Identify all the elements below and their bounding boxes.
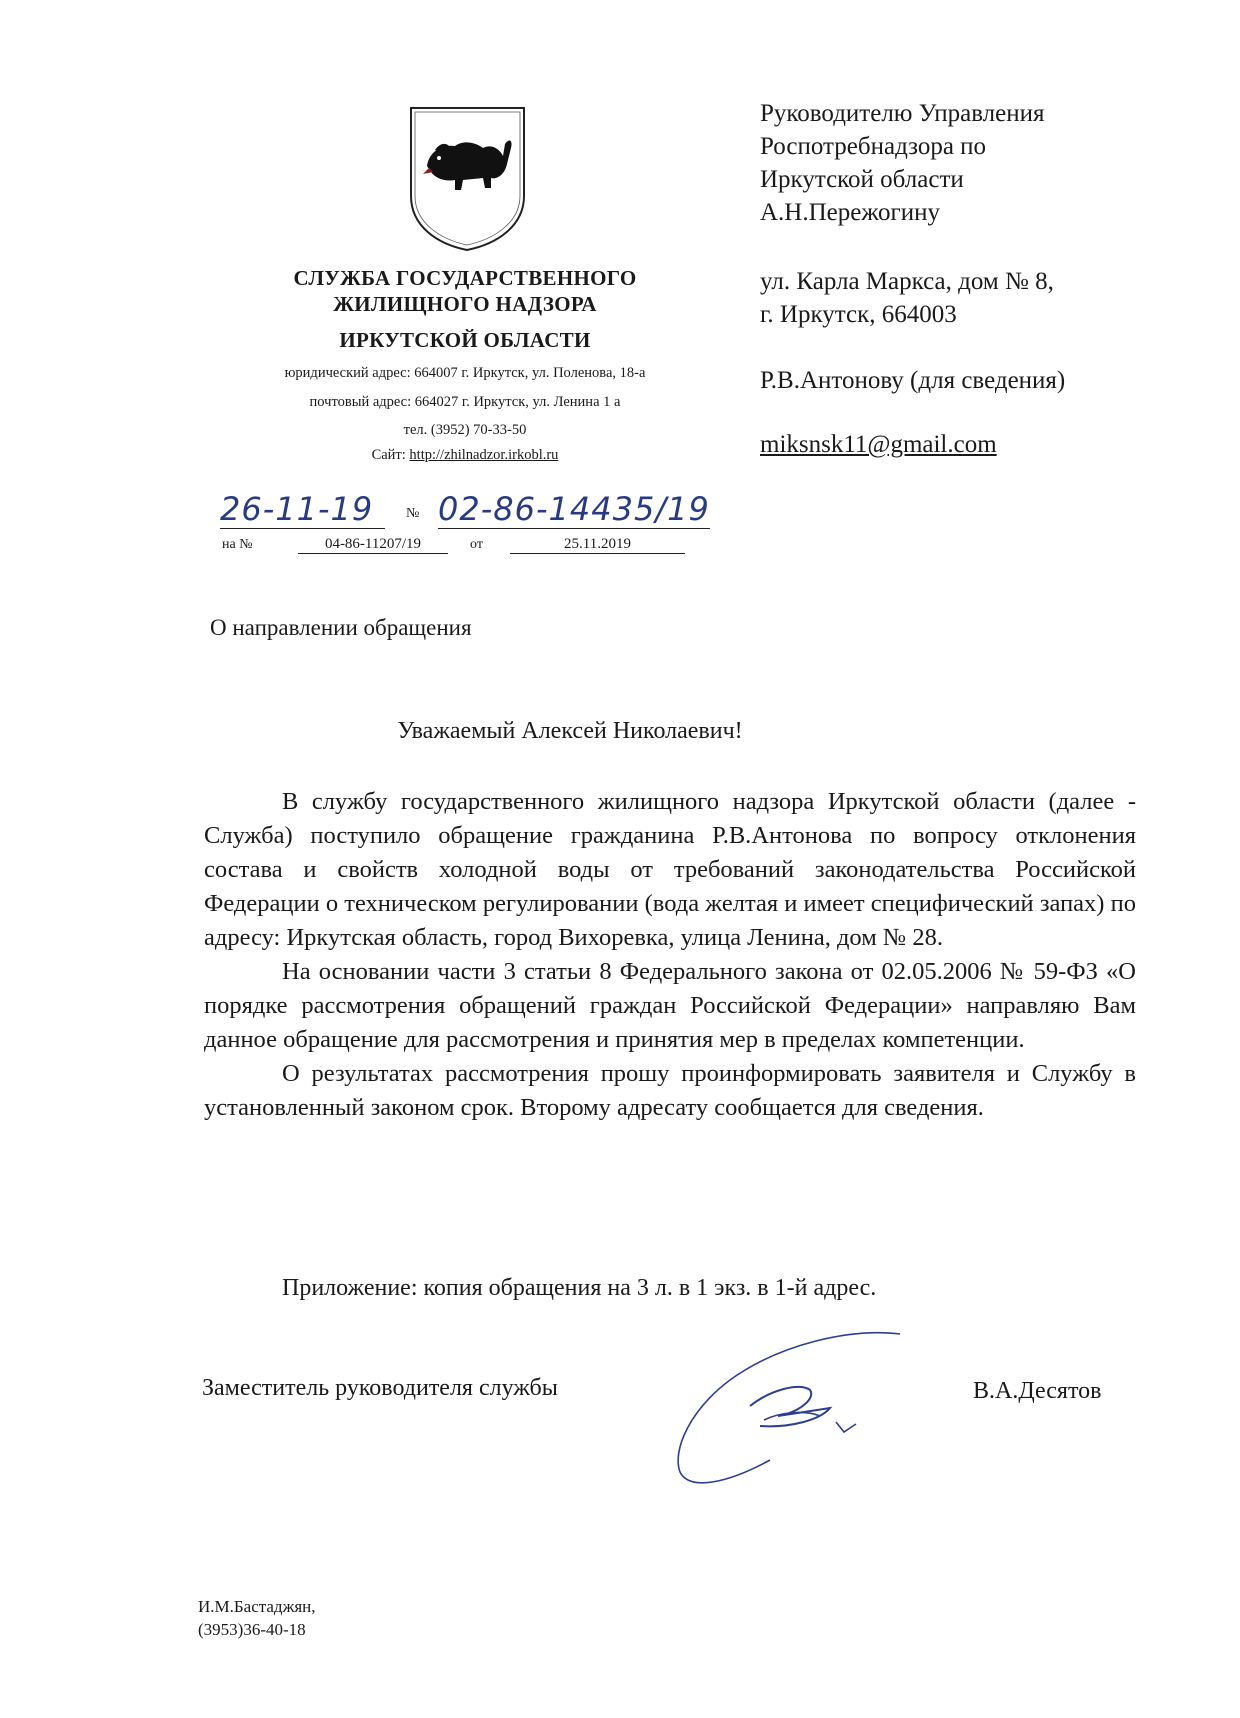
executor-name: И.М.Бастаджян,	[198, 1597, 316, 1616]
recipient-email[interactable]: miksnsk11@gmail.com	[760, 431, 997, 458]
body-paragraph-3: О результатах рассмотрения прошу проинформировать заявителя и Службу в установленный законом срок. Второму адресату сообщается для сведения.	[204, 1060, 1136, 1121]
org-site-link[interactable]: http://zhilnadzor.irkobl.ru	[409, 447, 559, 463]
registration-number-label: №	[406, 506, 420, 521]
org-name-line1: СЛУЖБА ГОСУДАРСТВЕННОГО	[293, 266, 637, 290]
org-name-line2: ЖИЛИЩНОГО НАДЗОРА	[333, 292, 597, 316]
attachment-note: Приложение: копия обращения на 3 л. в 1 экз. в 1-й адрес.	[282, 1275, 877, 1301]
registration-date: 26-11-19	[220, 490, 385, 529]
executor-phone: (3953)36-40-18	[198, 1620, 306, 1639]
org-site	[200, 447, 730, 464]
org-site-label: Сайт:	[371, 447, 406, 463]
body-paragraph-2: На основании части 3 статьи 8 Федерального закона от 02.05.2006 № 59-ФЗ «О порядке рассмотрения обращений граждан Российской Федерации» направляю Вам данное обращение для рассмотрения и принятия мер в пределах компетенции.	[204, 958, 1136, 1053]
registration-number: 02-86-14435/19	[438, 490, 710, 528]
signer-name: В.А.Десятов	[973, 1378, 1102, 1404]
recipient-address1: ул. Карла Маркса, дом № 8,	[760, 268, 1054, 295]
recipient-address2: г. Иркутск, 664003	[760, 301, 957, 328]
recipient-line4: А.Н.Пережогину	[760, 199, 941, 226]
coat-of-arms-icon	[405, 104, 530, 254]
org-legal-address: юридический адрес: 664007 г. Иркутск, ул. Поленова, 18-а	[284, 365, 646, 381]
reference-label: на №	[222, 537, 253, 552]
recipient-copy: Р.В.Антонову (для сведения)	[760, 367, 1066, 394]
recipient-line3: Иркутской области	[760, 166, 964, 193]
letter-body	[204, 785, 1136, 1125]
letter-greeting: Уважаемый Алексей Николаевич!	[397, 718, 743, 744]
handwritten-signature	[660, 1320, 930, 1495]
reference-date-label: от	[470, 537, 483, 552]
org-phone: тел. (3952) 70-33-50	[403, 422, 527, 438]
reference-date: 25.11.2019	[510, 536, 685, 554]
letter-subject: О направлении обращения	[210, 615, 472, 640]
reference-number: 04-86-11207/19	[298, 536, 448, 554]
body-paragraph-1: В службу государственного жилищного надзора Иркутской области (далее - Служба) поступило обращение гражданина Р.В.Антонова по вопросу отклонения состава и свойств холодной воды от требований законодательства Российской Федерации о техническом регулировании (вода желтая и имеет специфический запах) по адресу: Иркутская область, город Вихоревка, улица Ленина, дом № 28.	[204, 788, 1136, 951]
signer-position: Заместитель руководителя службы	[202, 1375, 558, 1401]
recipient-line2: Роспотребнадзора по	[760, 133, 987, 160]
org-postal-address: почтовый адрес: 664027 г. Иркутск, ул. Ленина 1 а	[309, 394, 621, 410]
recipient-line1: Руководителю Управления	[760, 100, 1045, 127]
org-name-line3: ИРКУТСКОЙ ОБЛАСТИ	[339, 328, 591, 352]
